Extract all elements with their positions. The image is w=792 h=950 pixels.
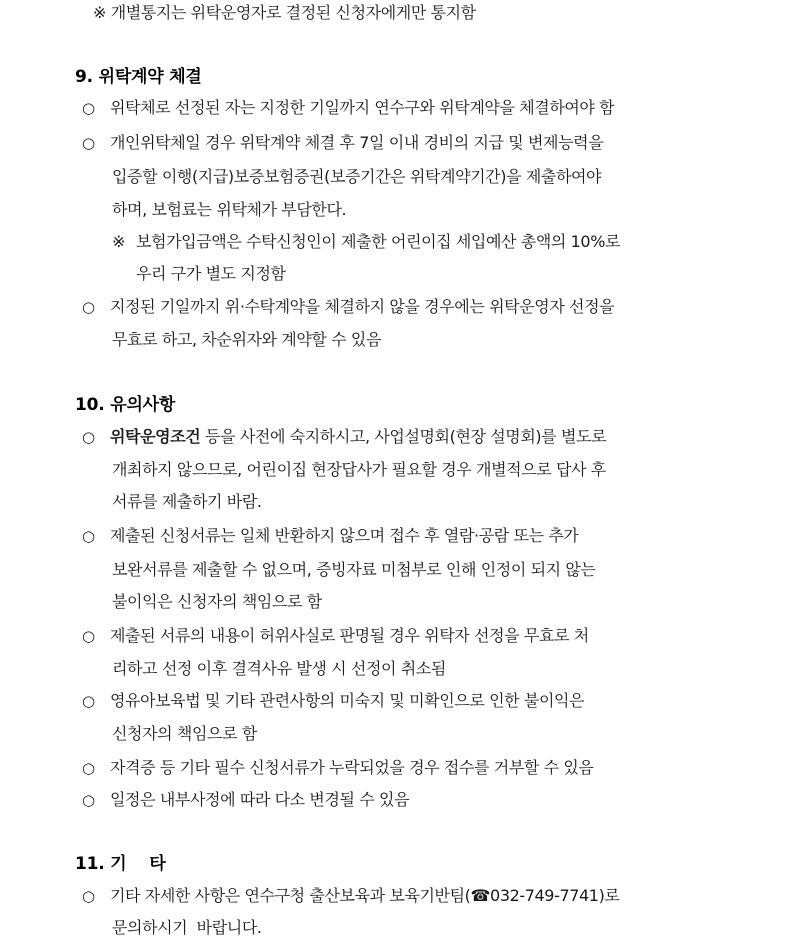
section-10-item-6: 일정은 내부사정에 따라 다소 변경될 수 있음 xyxy=(110,790,410,809)
bullet-icon: ○ xyxy=(82,428,96,446)
conditions-emphasis: 위탁운영조건 xyxy=(110,427,201,446)
bullet-icon: ○ xyxy=(82,298,96,316)
section-10-item-4-line-2: 신청자의 책임으로 함 xyxy=(112,724,257,743)
bullet-icon: ○ xyxy=(82,527,96,545)
top-note: ※ 개별통지는 위탁운영자로 결정된 신청자에게만 통지함 xyxy=(93,3,476,22)
bullet-icon: ○ xyxy=(82,134,96,152)
section-9-item-3-line-1: 지정된 기일까지 위·수탁계약을 체결하지 않을 경우에는 위탁운영자 선정을 xyxy=(110,297,615,316)
section-10-item-1-line-1 xyxy=(110,427,606,447)
section-9-note-line-2: 우리 구가 별도 지정함 xyxy=(136,264,286,283)
section-9-heading: 9. 위탁계약 체결 xyxy=(75,67,202,87)
bullet-icon: ○ xyxy=(82,627,96,645)
bullet-icon: ○ xyxy=(82,887,96,905)
section-10-item-2-line-3: 불이익은 신청자의 책임으로 함 xyxy=(112,592,322,611)
section-10-item-2-line-1: 제출된 신청서류는 일체 반환하지 않으며 접수 후 열람·공람 또는 추가 xyxy=(110,526,579,545)
section-10-item-5: 자격증 등 기타 필수 신청서류가 누락되었을 경우 접수를 거부할 수 있음 xyxy=(110,758,594,777)
section-9-item-2-line-2: 입증할 이행(지급)보증보험증권(보증기간은 위탁계약기간)을 제출하여야 xyxy=(112,167,602,186)
bullet-icon: ○ xyxy=(82,791,96,809)
section-10-heading: 10. 유의사항 xyxy=(75,395,176,415)
section-11-item-1-line-2: 문의하시기 바랍니다. xyxy=(112,918,262,937)
section-10-item-3-line-1: 제출된 서류의 내용이 허위사실로 판명될 경우 위탁자 선정을 무효로 처 xyxy=(110,626,589,645)
section-10-item-1-line-3: 서류를 제출하기 바람. xyxy=(112,492,262,511)
section-11-heading: 11. 기 타 xyxy=(75,854,166,874)
section-10-item-1-rest: 등을 사전에 숙지하시고, 사업설명회(현장 설명회)를 별도로 xyxy=(200,427,607,446)
bullet-icon: ○ xyxy=(82,759,96,777)
section-10-item-2-line-2: 보완서류를 제출할 수 없으며, 증빙자료 미첨부로 인해 인정이 되지 않는 xyxy=(112,560,596,579)
section-10-item-4-line-1: 영유아보육법 및 기타 관련사항의 미숙지 및 미확인으로 인한 불이익은 xyxy=(110,691,585,710)
section-9-note-line-1: 보험가입금액은 수탁신청인이 제출한 어린이집 세입예산 총액의 10%로 xyxy=(136,232,621,251)
bullet-icon: ○ xyxy=(82,692,96,710)
section-10-item-1-line-2: 개최하지 않으므로, 어린이집 현장답사가 필요할 경우 개별적으로 답사 후 xyxy=(112,460,606,479)
section-11-item-1-line-1: 기타 자세한 사항은 연수구청 출산보육과 보육기반팀(☎032-749-7741)로 xyxy=(110,886,620,905)
section-10-item-3-line-2: 리하고 선정 이후 결격사유 발생 시 선정이 취소됨 xyxy=(112,659,446,678)
section-9-item-1: 위탁체로 선정된 자는 지정한 기일까지 연수구와 위탁계약을 체결하여야 함 xyxy=(110,98,615,117)
bullet-icon: ○ xyxy=(82,99,96,117)
section-9-item-2-line-3: 하며, 보험료는 위탁체가 부담한다. xyxy=(112,200,347,219)
section-9-item-3-line-2: 무효로 하고, 차순위자와 계약할 수 있음 xyxy=(112,330,382,349)
section-9-item-2-line-1: 개인위탁체일 경우 위탁계약 체결 후 7일 이내 경비의 지급 및 변제능력을 xyxy=(110,133,604,152)
note-symbol-icon: ※ xyxy=(112,232,126,251)
